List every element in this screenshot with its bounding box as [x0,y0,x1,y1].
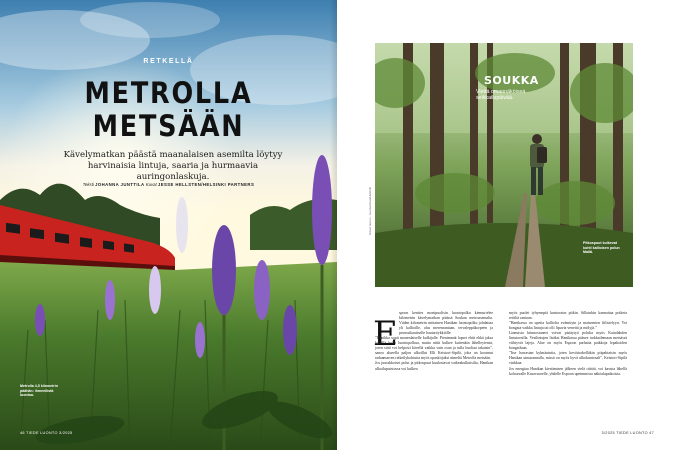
headline-line-1: METROLLA [84,76,253,110]
paragraph: Linnuista kiinnostuneet voivat pistäytyä polulta myös Kaitalahden lintutornilla. Vesilintujen lisäksi Hanikassa pääsee tarkkailemaan metsässä viihtyviä lajeja. Alue on myös Espoon parhaita paikkoja lepakoiden bongailuun. [509,331,627,351]
paragraph: ”Itse harrastan kylmäuintia, joten kevättorkelläkin piipahtaisin myös Hanikan uimarannalla, missä on myös hyvä ulkokuntosali”, Keistori-Sipilä vinkkaa. [509,351,627,366]
photo-subtitle: Viettä omannäköiseä seikkailupäivää. [476,89,526,102]
drop-cap: E [373,314,398,354]
paragraph: Jos energiaa Hanikan kiertämisen jälkeen vielä riittää, voi kavuta lähellä kohoavalle Kasavuorelle, yhdelle Espoon upeimmista näköalapaikoista. [509,366,627,376]
paragraph: Jos juurakkoiset polut ja pitkospuut kuulostavat vaikeakulkuisilta, Hanikan ulkoilupuistossa voi kulkea [375,361,493,371]
paragraph: spoon kenties monipuolisin luontopolku kiemurtelee kilometrin kävelymatkan päässä Soukan metroasemalta. Viiden kilometrin mittainen Hanikan luontopolku johdattaa yli kallioille, alas merenrantaan, tervaleppäkorpeen ja pronssikautiselle hautaröykkiölle. [399,311,493,336]
writer-name: JOHANNA JUNTTILA [95,182,145,187]
headline-line-2: METSÄÄN [92,109,245,143]
photo-caption-left: Metrolla 4,5 kilometrin päähän: ihmeellistä luontoa. [20,384,58,398]
byline [0,182,337,187]
paragraph: myös puolet tyhyempiä kuntoratas pitkin. Silloinkin kannattaa poiketa reitiltä rantaan. [509,311,627,321]
body-column-2 [509,311,627,377]
section-kicker: RETKELLÄ [143,58,194,65]
photographer-name: JESSE HELLSTEN/HELSINKI PARTNERS [157,182,255,187]
photo-title: SOUKKA [484,74,539,87]
page-folio-right: 3/2025 TIEDE LUONTO 47 [601,431,654,435]
photo-label: Kuvat [145,182,157,187]
right-page [337,0,674,450]
photo-credit: Kuvat: Eero L. Luomanmaa/Helsinki [368,187,372,235]
paragraph: ”Hanikka sopii monenlaiselle kulkijalle. Pienimmät lapset ehtii ehkä jaksa kävellä koko luontopolkua, mutta niitti kulkee kuitenkin lähelleytensä, joten siitä voi helposti kävellä vaikka vain osan ja tulla huoltaa takaisin”, sanoo alueella paljon ulkoillut Elli Keistori-Sipilä, joka on koonnut radaamarren retkeilykohtutta myös opaskirjaksi nimeltä Metrolla metsään. [375,336,493,361]
page-folio-left: 46 TIEDE LUONTO 3/2025 [20,431,73,435]
body-column-1 [375,311,493,372]
paragraph: ”Hanikassa on upeita kalliolta evämityin ja maisemien fiilistelyyn. Voi bongata vaikka lintuja tai olli lipuvia veneitä ja mölyjä.” [509,321,627,331]
text-label: Teksti [82,182,94,187]
photo-caption-right: Pitkospuut kulkevat kohti kallioisen polun Mallä. [583,241,620,255]
lead-paragraph: Kävelymatkan päästä maanalaisen asemilta löytyy harvinaisia lintuja, saaria ja hurmaavia auringonlaskuja. [63,150,283,182]
